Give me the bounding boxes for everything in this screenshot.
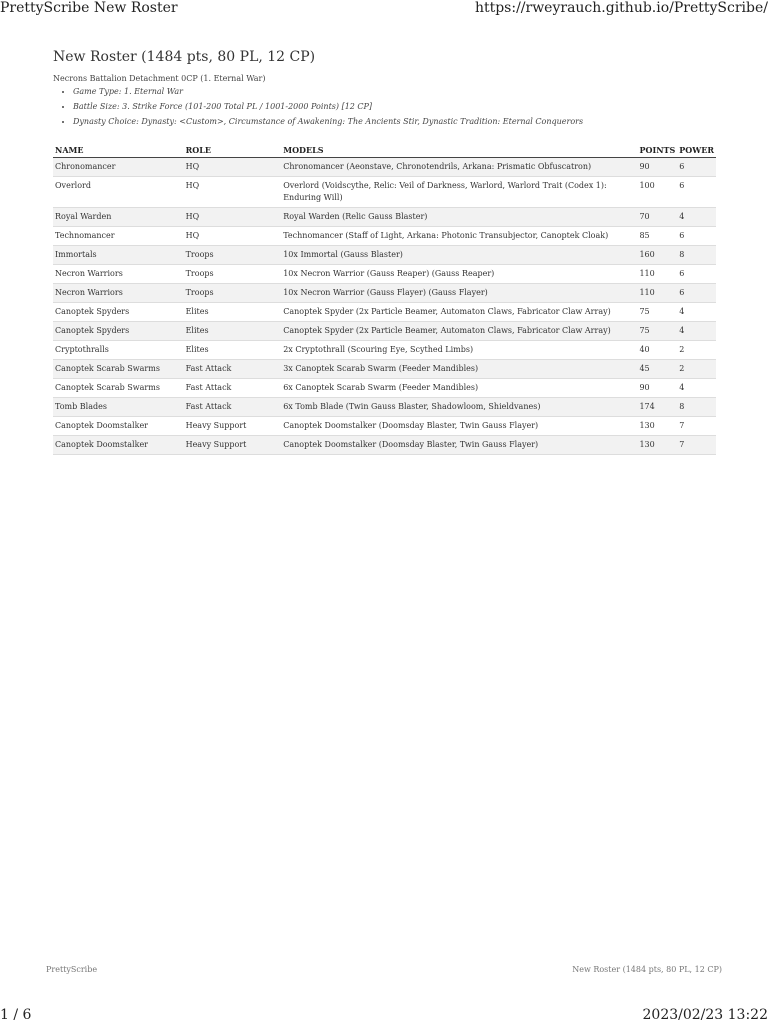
cell-points: 90 — [637, 158, 677, 177]
cell-name: Cryptothralls — [53, 341, 184, 360]
cell-points: 75 — [637, 303, 677, 322]
print-footer-datetime: 2023/02/23 13:22 — [642, 1007, 768, 1023]
cell-role: Elites — [184, 303, 282, 322]
cell-points: 110 — [637, 284, 677, 303]
cell-name: Canoptek Spyders — [53, 303, 184, 322]
cell-name: Necron Warriors — [53, 265, 184, 284]
cell-power: 4 — [677, 379, 716, 398]
cell-name: Canoptek Scarab Swarms — [53, 379, 184, 398]
cell-models: 6x Canoptek Scarab Swarm (Feeder Mandibles) — [281, 379, 637, 398]
cell-models: Canoptek Doomstalker (Doomsday Blaster, Twin Gauss Flayer) — [281, 436, 637, 455]
cell-name: Canoptek Doomstalker — [53, 436, 184, 455]
cell-models: 10x Necron Warrior (Gauss Flayer) (Gauss Flayer) — [281, 284, 637, 303]
cell-models: Canoptek Spyder (2x Particle Beamer, Automaton Claws, Fabricator Claw Array) — [281, 303, 637, 322]
page-footer-left: PrettyScribe — [46, 965, 98, 974]
print-header-url: https://rweyrauch.github.io/PrettyScribe/ — [474, 0, 768, 16]
page-footer-right: New Roster (1484 pts, 80 PL, 12 CP) — [572, 965, 722, 974]
table-row — [53, 379, 716, 398]
cell-role: Heavy Support — [184, 417, 282, 436]
cell-role: HQ — [184, 208, 282, 227]
cell-name: Chronomancer — [53, 158, 184, 177]
print-header-title: PrettyScribe New Roster — [0, 0, 178, 16]
cell-power: 6 — [677, 284, 716, 303]
table-row — [53, 341, 716, 360]
roster-table — [53, 143, 716, 455]
cell-name: Canoptek Scarab Swarms — [53, 360, 184, 379]
cell-points: 40 — [637, 341, 677, 360]
table-row — [53, 177, 716, 208]
cell-models: Canoptek Doomstalker (Doomsday Blaster, Twin Gauss Flayer) — [281, 417, 637, 436]
header-power: POWER — [677, 143, 716, 158]
cell-role: Fast Attack — [184, 360, 282, 379]
cell-role: Troops — [184, 265, 282, 284]
cell-models: 10x Necron Warrior (Gauss Reaper) (Gauss Reaper) — [281, 265, 637, 284]
cell-points: 100 — [637, 177, 677, 208]
cell-name: Tomb Blades — [53, 398, 184, 417]
cell-models: 3x Canoptek Scarab Swarm (Feeder Mandibles) — [281, 360, 637, 379]
cell-role: HQ — [184, 158, 282, 177]
header-name: NAME — [53, 143, 184, 158]
detachment-line: Necrons Battalion Detachment 0CP (1. Eternal War) — [53, 74, 266, 83]
cell-models: Chronomancer (Aeonstave, Chronotendrils, Arkana: Prismatic Obfuscatron) — [281, 158, 637, 177]
table-row — [53, 436, 716, 455]
cell-name: Necron Warriors — [53, 284, 184, 303]
cell-models: 10x Immortal (Gauss Blaster) — [281, 246, 637, 265]
cell-points: 75 — [637, 322, 677, 341]
cell-role: Elites — [184, 322, 282, 341]
cell-role: Troops — [184, 246, 282, 265]
cell-name: Immortals — [53, 246, 184, 265]
cell-power: 2 — [677, 360, 716, 379]
detachment-rules-list — [53, 87, 716, 127]
cell-power: 8 — [677, 246, 716, 265]
cell-models: Technomancer (Staff of Light, Arkana: Photonic Transubjector, Canoptek Cloak) — [281, 227, 637, 246]
table-row — [53, 360, 716, 379]
cell-power: 6 — [677, 227, 716, 246]
table-header-row — [53, 143, 716, 158]
cell-models: 6x Tomb Blade (Twin Gauss Blaster, Shadowloom, Shieldvanes) — [281, 398, 637, 417]
cell-power: 7 — [677, 436, 716, 455]
cell-points: 174 — [637, 398, 677, 417]
cell-points: 130 — [637, 436, 677, 455]
header-role: ROLE — [184, 143, 282, 158]
cell-power: 4 — [677, 322, 716, 341]
cell-points: 130 — [637, 417, 677, 436]
cell-role: HQ — [184, 227, 282, 246]
print-footer-page-number: 1 / 6 — [0, 1007, 32, 1023]
dynasty-choice-item: • Dynasty Choice: Dynasty: <Custom>, Circumstance of Awakening: The Ancients Stir, Dynastic Tradition: Eternal Conquerors — [73, 117, 716, 127]
table-row — [53, 158, 716, 177]
table-row — [53, 303, 716, 322]
table-row — [53, 322, 716, 341]
table-row — [53, 417, 716, 436]
cell-power: 4 — [677, 208, 716, 227]
cell-name: Technomancer — [53, 227, 184, 246]
cell-models: Royal Warden (Relic Gauss Blaster) — [281, 208, 637, 227]
table-row — [53, 227, 716, 246]
table-row — [53, 246, 716, 265]
cell-name: Royal Warden — [53, 208, 184, 227]
roster-title: New Roster (1484 pts, 80 PL, 12 CP) — [53, 49, 316, 65]
cell-models: Canoptek Spyder (2x Particle Beamer, Automaton Claws, Fabricator Claw Array) — [281, 322, 637, 341]
cell-name: Overlord — [53, 177, 184, 208]
battle-size-item: • Battle Size: 3. Strike Force (101-200 Total PL / 1001-2000 Points) [12 CP] — [73, 102, 716, 112]
cell-points: 90 — [637, 379, 677, 398]
cell-power: 8 — [677, 398, 716, 417]
cell-models: 2x Cryptothrall (Scouring Eye, Scythed Limbs) — [281, 341, 637, 360]
cell-power: 6 — [677, 158, 716, 177]
table-body — [53, 158, 716, 455]
cell-power: 2 — [677, 341, 716, 360]
cell-models: Overlord (Voidscythe, Relic: Veil of Darkness, Warlord, Warlord Trait (Codex 1): Enduring Will) — [281, 177, 637, 208]
cell-power: 4 — [677, 303, 716, 322]
cell-role: HQ — [184, 177, 282, 208]
cell-power: 6 — [677, 177, 716, 208]
game-type-item: • Game Type: 1. Eternal War — [73, 87, 716, 97]
cell-role: Troops — [184, 284, 282, 303]
cell-points: 70 — [637, 208, 677, 227]
cell-points: 45 — [637, 360, 677, 379]
table-row — [53, 398, 716, 417]
cell-points: 85 — [637, 227, 677, 246]
table-row — [53, 208, 716, 227]
cell-power: 6 — [677, 265, 716, 284]
header-models: MODELS — [281, 143, 637, 158]
cell-power: 7 — [677, 417, 716, 436]
table-row — [53, 265, 716, 284]
header-points: POINTS — [637, 143, 677, 158]
cell-role: Fast Attack — [184, 398, 282, 417]
cell-name: Canoptek Doomstalker — [53, 417, 184, 436]
cell-role: Heavy Support — [184, 436, 282, 455]
cell-points: 160 — [637, 246, 677, 265]
cell-role: Elites — [184, 341, 282, 360]
cell-role: Fast Attack — [184, 379, 282, 398]
table-row — [53, 284, 716, 303]
cell-points: 110 — [637, 265, 677, 284]
roster-content — [53, 48, 716, 449]
cell-name: Canoptek Spyders — [53, 322, 184, 341]
